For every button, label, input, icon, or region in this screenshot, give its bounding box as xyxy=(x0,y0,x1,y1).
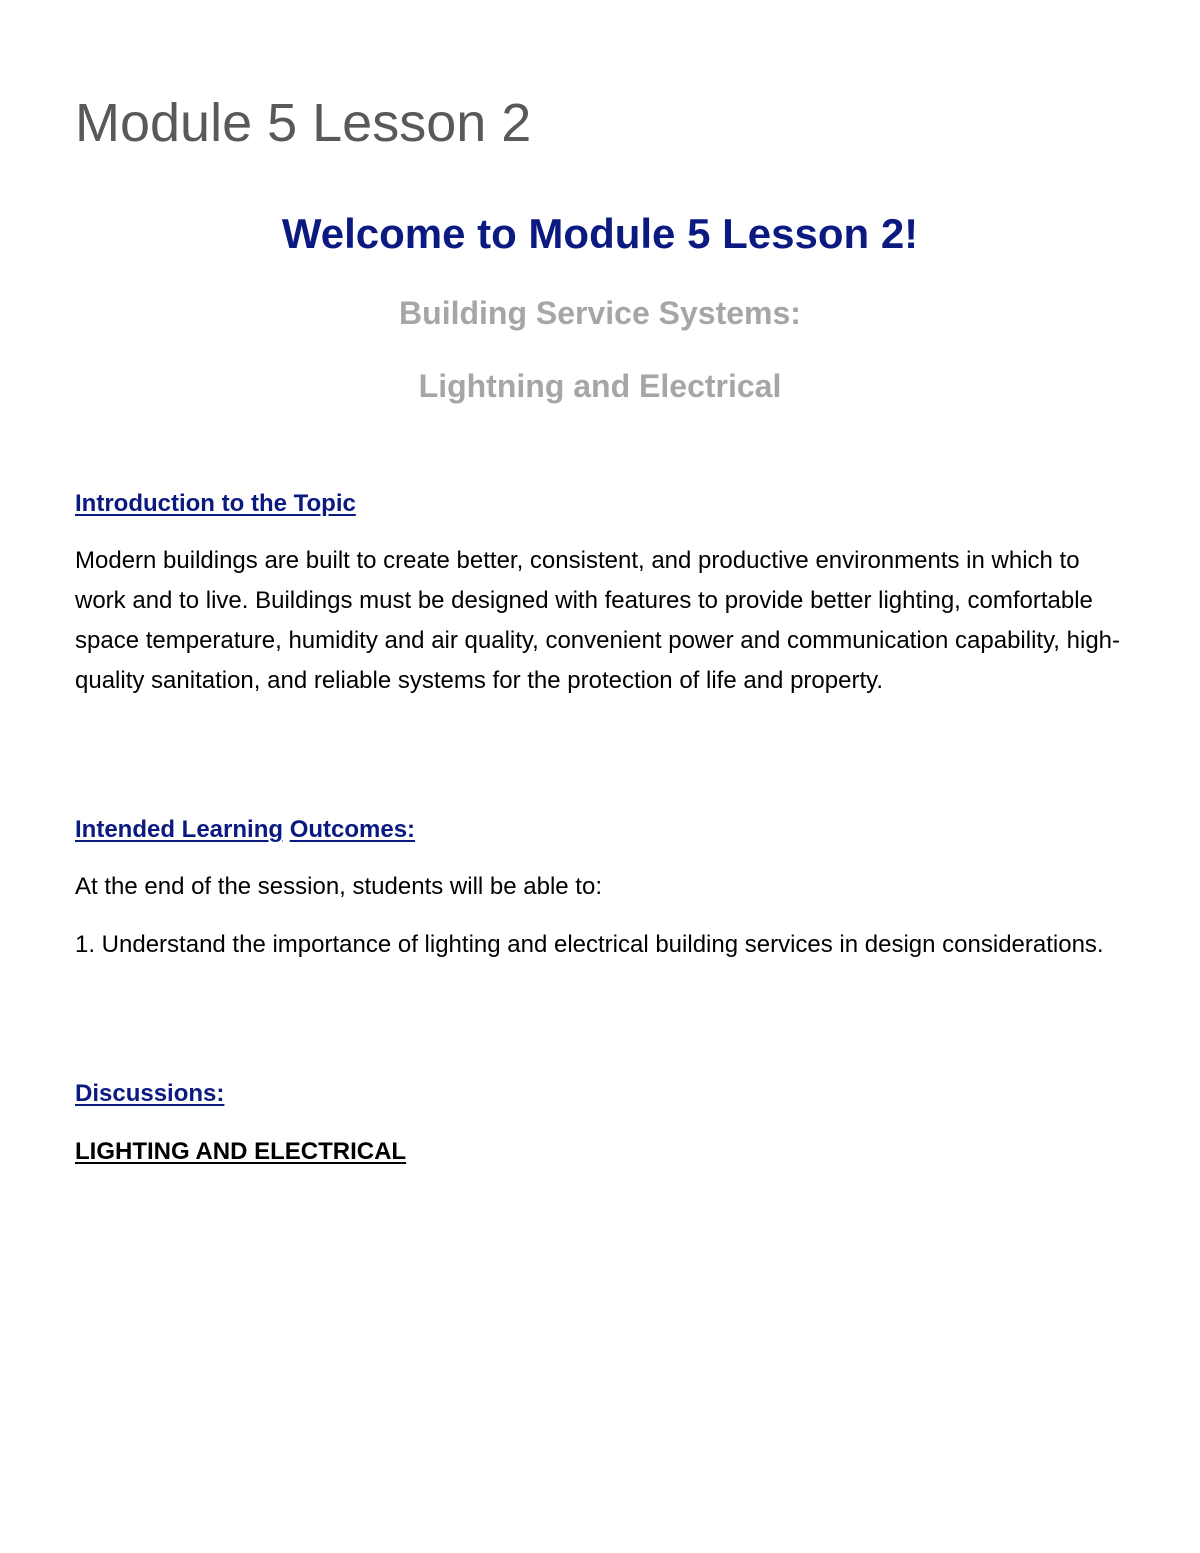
introduction-paragraph: Modern buildings are built to create better, consistent, and productive environments in which to work and to live. Buildings must be designed with features to provide better lighting, comfortable space temperature, humidity and air quality, convenient power and communication capability, high-quality sanitation, and reliable systems for the protection of life and property. xyxy=(75,547,1121,694)
discussions-heading-text: Discussions: xyxy=(75,1080,225,1107)
subtitle-line-1: Building Service Systems: xyxy=(399,295,801,331)
discussion-subject-heading: LIGHTING AND ELECTRICAL xyxy=(75,1138,407,1165)
learning-outcomes-heading-part2: Outcomes: xyxy=(289,816,416,843)
discussions-heading xyxy=(75,1079,224,1109)
page-title: Module 5 Lesson 2 xyxy=(75,93,532,153)
introduction-heading-text: Introduction to the Topic xyxy=(75,490,356,517)
learning-outcomes-heading-part1: Intended Learning xyxy=(75,816,284,843)
learning-outcome-item-1: 1. Understand the importance of lighting and electrical building services in design considerations. xyxy=(75,931,1104,958)
welcome-heading: Welcome to Module 5 Lesson 2! xyxy=(281,210,919,257)
learning-outcomes-heading xyxy=(75,815,415,845)
subtitle-line-2: Lightning and Electrical xyxy=(418,368,782,404)
introduction-heading xyxy=(75,489,356,519)
learning-outcomes-lead: At the end of the session, students will be able to: xyxy=(75,873,602,900)
